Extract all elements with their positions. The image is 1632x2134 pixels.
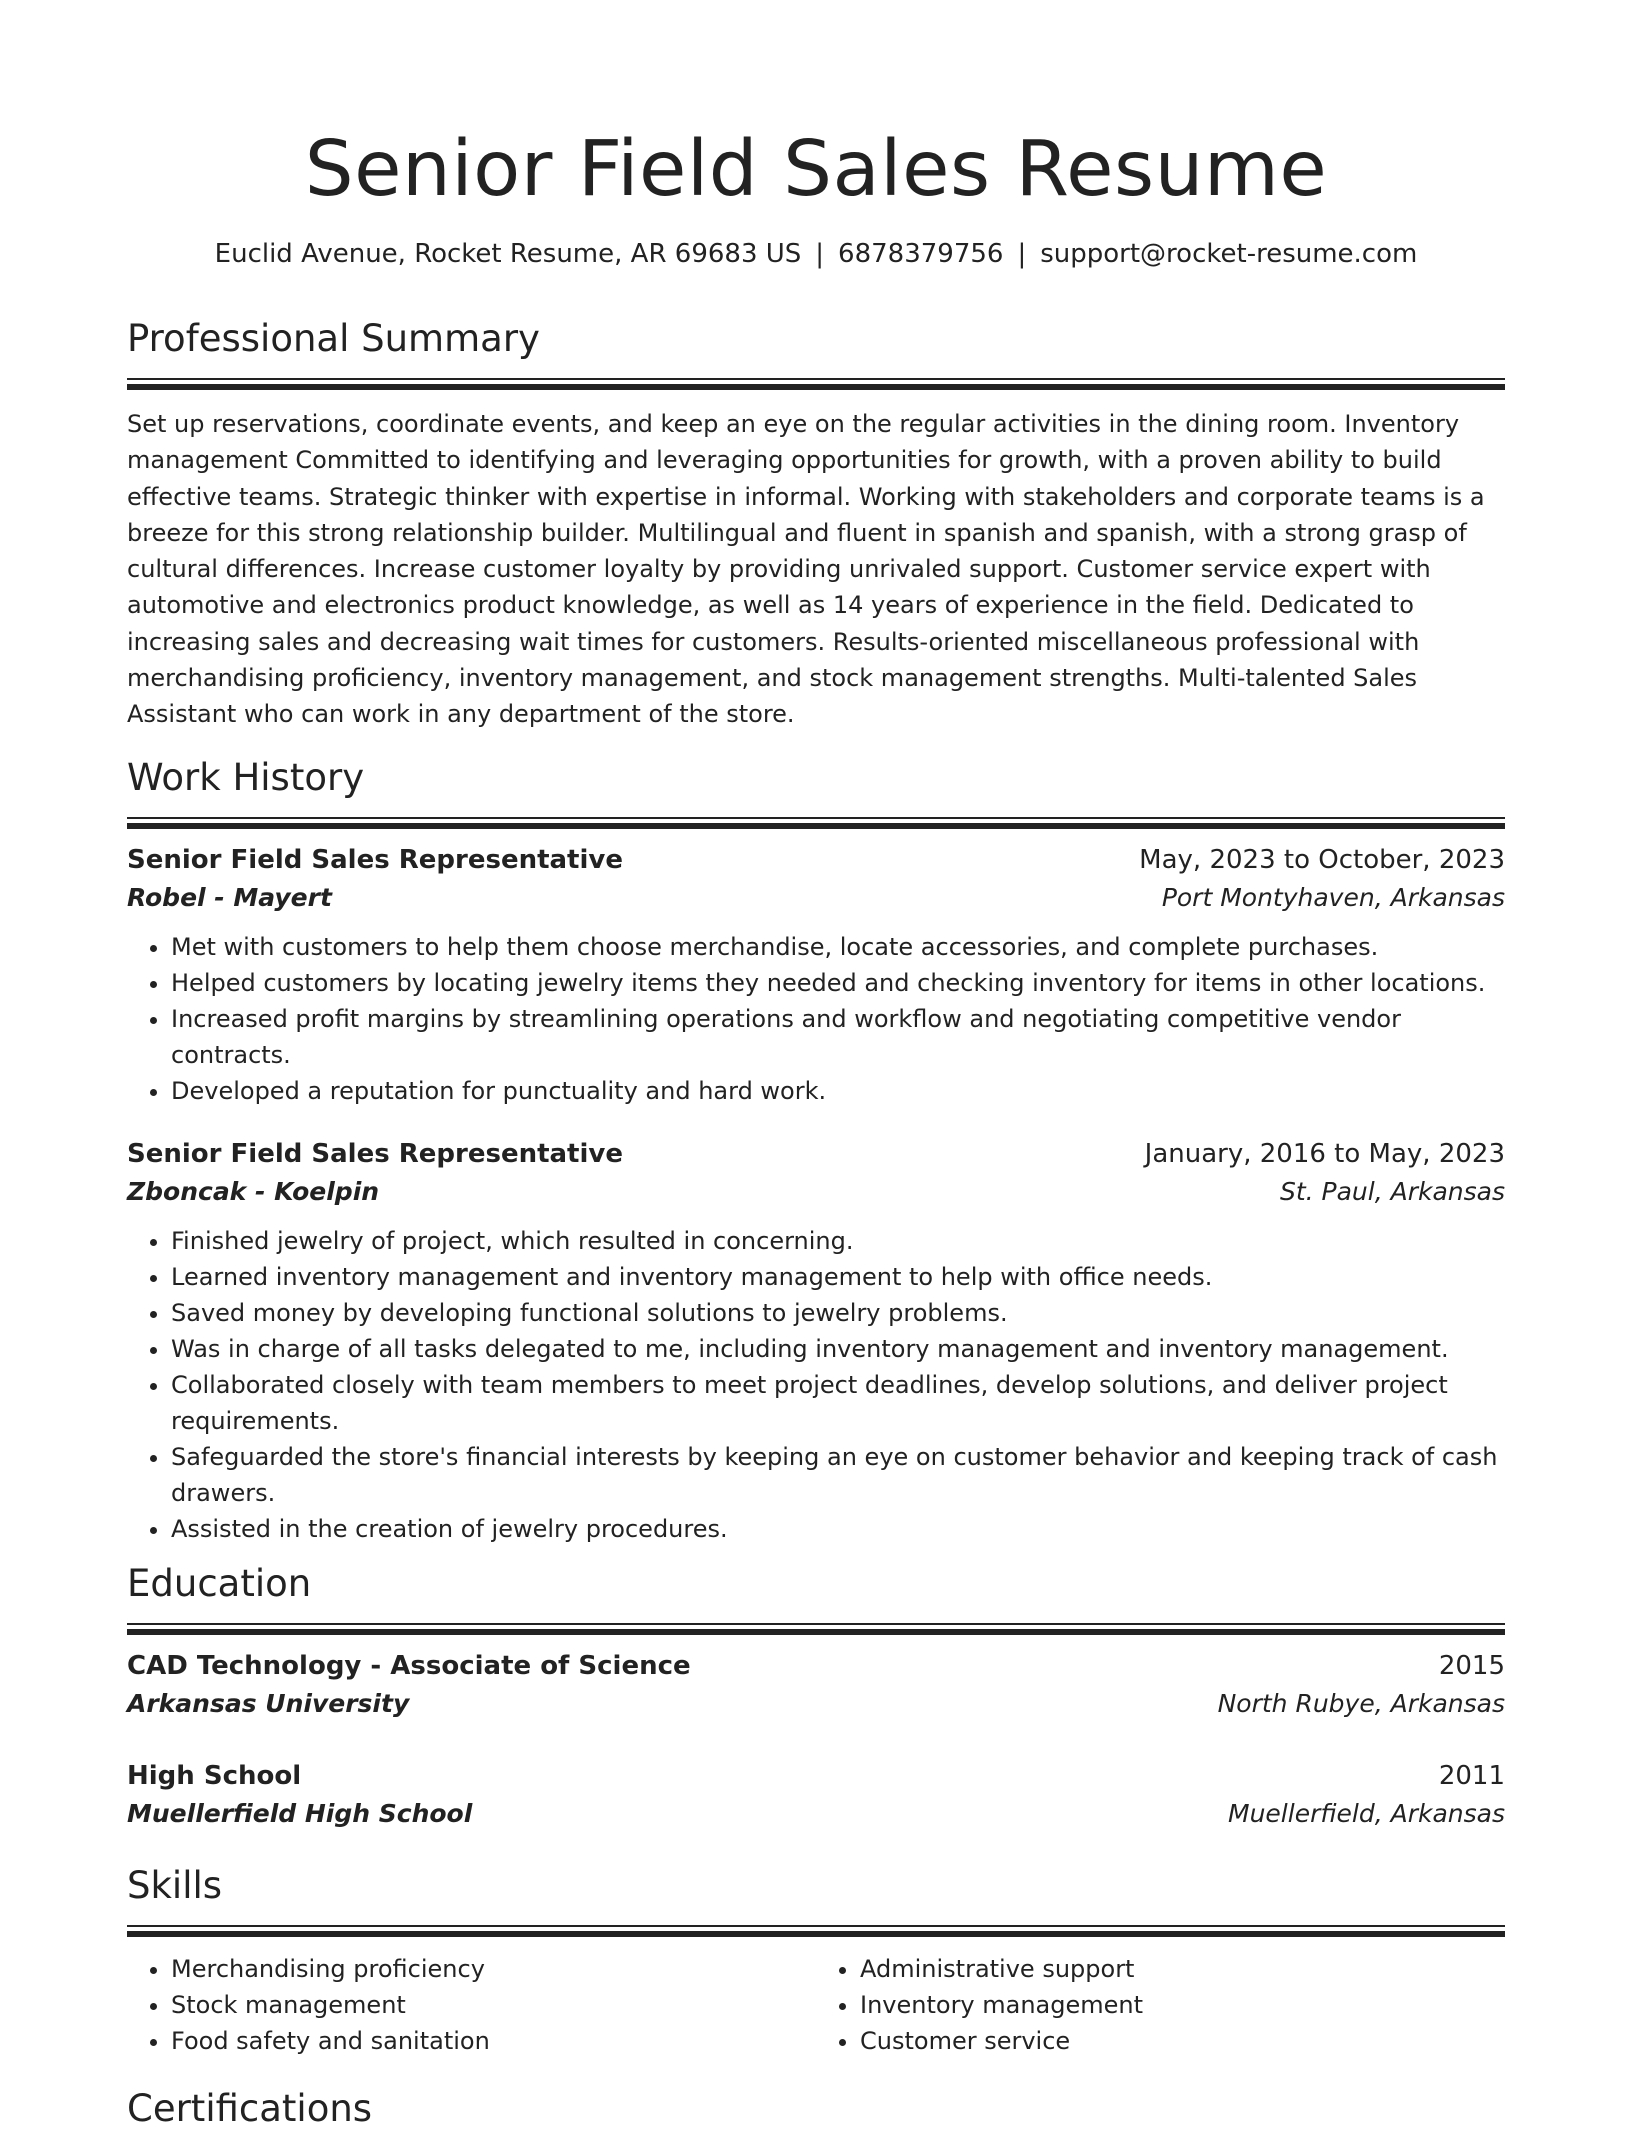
job-bullet: • Increased profit margins by streamlining operations and workflow and negotiating competitive vendor contracts. — [171, 1001, 1505, 1073]
job-bullet: • Collaborated closely with team members to meet project deadlines, develop solutions, and deliver project requirements. — [171, 1367, 1505, 1439]
job-dates: January, 2016 to May, 2023 — [1144, 1139, 1505, 1169]
education-year: 2015 — [1438, 1651, 1505, 1681]
job-location: St. Paul, Arkansas — [1279, 1177, 1505, 1206]
skills-section — [127, 1861, 1505, 2059]
skill-item: • Stock management — [171, 1987, 816, 2023]
job-title: Senior Field Sales Representative — [127, 1139, 623, 1169]
skills-column-right — [816, 1951, 1505, 2059]
job-bullet: • Safeguarded the store's financial interests by keeping an eye on customer behavior and keeping track of cash drawers. — [171, 1439, 1505, 1511]
skill-item: • Inventory management — [860, 1987, 1505, 2023]
job-company: Robel - Mayert — [127, 883, 332, 912]
education-location: Muellerfield, Arkansas — [1228, 1799, 1505, 1828]
section-heading-education: Education — [127, 1562, 312, 1605]
job-location: Port Montyhaven, Arkansas — [1161, 883, 1505, 912]
job-title: Senior Field Sales Representative — [127, 845, 623, 875]
education-degree: CAD Technology - Associate of Science — [127, 1651, 691, 1681]
skill-item: • Customer service — [860, 2023, 1505, 2059]
section-divider — [127, 1623, 1505, 1635]
education-entry — [127, 1757, 1505, 1833]
section-heading-skills: Skills — [127, 1864, 223, 1907]
job-bullets — [127, 1223, 1505, 1547]
skill-item: • Administrative support — [860, 1951, 1505, 1987]
skill-item: • Food safety and sanitation — [171, 2023, 816, 2059]
job-bullet: • Learned inventory management and inventory management to help with office needs. — [171, 1259, 1505, 1295]
job-bullet: • Assisted in the creation of jewelry procedures. — [171, 1511, 1505, 1547]
skill-item: • Merchandising proficiency — [171, 1951, 816, 1987]
certifications-section — [127, 2084, 1505, 2134]
contact-phone: 6878379756 — [838, 239, 1004, 269]
education-degree: High School — [127, 1761, 302, 1791]
education-school: Arkansas University — [127, 1689, 410, 1718]
section-divider — [127, 1925, 1505, 1937]
job-company: Zboncak - Koelpin — [127, 1177, 380, 1206]
contact-line — [127, 236, 1505, 272]
contact-email: support@rocket-resume.com — [1040, 239, 1418, 269]
contact-separator: | — [815, 239, 825, 269]
education-entry — [127, 1647, 1505, 1723]
skills-list — [127, 1951, 1505, 2059]
job-bullet: • Developed a reputation for punctuality and hard work. — [171, 1073, 1505, 1109]
section-heading-summary: Professional Summary — [127, 317, 540, 360]
section-heading-certifications: Certifications — [127, 2087, 373, 2130]
section-divider — [127, 378, 1505, 390]
education-section — [127, 1559, 1505, 1833]
contact-address: Euclid Avenue, Rocket Resume, AR 69683 US — [214, 239, 802, 269]
resume-title: Senior Field Sales Resume — [304, 125, 1328, 214]
section-heading-work: Work History — [127, 756, 365, 799]
summary-section — [127, 314, 1505, 733]
summary-text: Set up reservations, coordinate events, and keep an eye on the regular activities in the dining room. Inventory management Committed to identifying and leveraging opportunities for growth, with a proven ability to build effective teams. Strategic thinker with expertise in informal. Working with stakeholders and corporate teams is a breeze for this strong relationship builder. Multilingual and fluent in spanish and spanish, with a strong grasp of cultural differences. Increase customer loyalty by providing unrivaled support. Customer service expert with automotive and electronics product knowledge, as well as 14 years of experience in the field. Dedicated to increasing sales and decreasing wait times for customers. Results-oriented miscellaneous professional with merchandising proficiency, inventory management, and stock management strengths. Multi-talented Sales Assistant who can work in any department of the store. — [127, 410, 1485, 729]
job-entry — [127, 841, 1505, 1109]
job-bullet: • Met with customers to help them choose merchandise, locate accessories, and complete purchases. — [171, 929, 1505, 965]
job-bullet: • Helped customers by locating jewelry items they needed and checking inventory for items in other locations. — [171, 965, 1505, 1001]
job-entry — [127, 1135, 1505, 1547]
job-bullets — [127, 929, 1505, 1109]
job-bullet: • Was in charge of all tasks delegated to me, including inventory management and inventory management. — [171, 1331, 1505, 1367]
education-year: 2011 — [1438, 1761, 1505, 1791]
job-bullet: • Saved money by developing functional solutions to jewelry problems. — [171, 1295, 1505, 1331]
section-divider — [127, 817, 1505, 829]
work-section — [127, 753, 1505, 1547]
job-bullet: • Finished jewelry of project, which resulted in concerning. — [171, 1223, 1505, 1259]
job-dates: May, 2023 to October, 2023 — [1139, 845, 1505, 875]
skills-column-left — [127, 1951, 816, 2059]
education-location: North Rubye, Arkansas — [1217, 1689, 1505, 1718]
contact-separator: | — [1017, 239, 1027, 269]
education-school: Muellerfield High School — [127, 1799, 473, 1828]
